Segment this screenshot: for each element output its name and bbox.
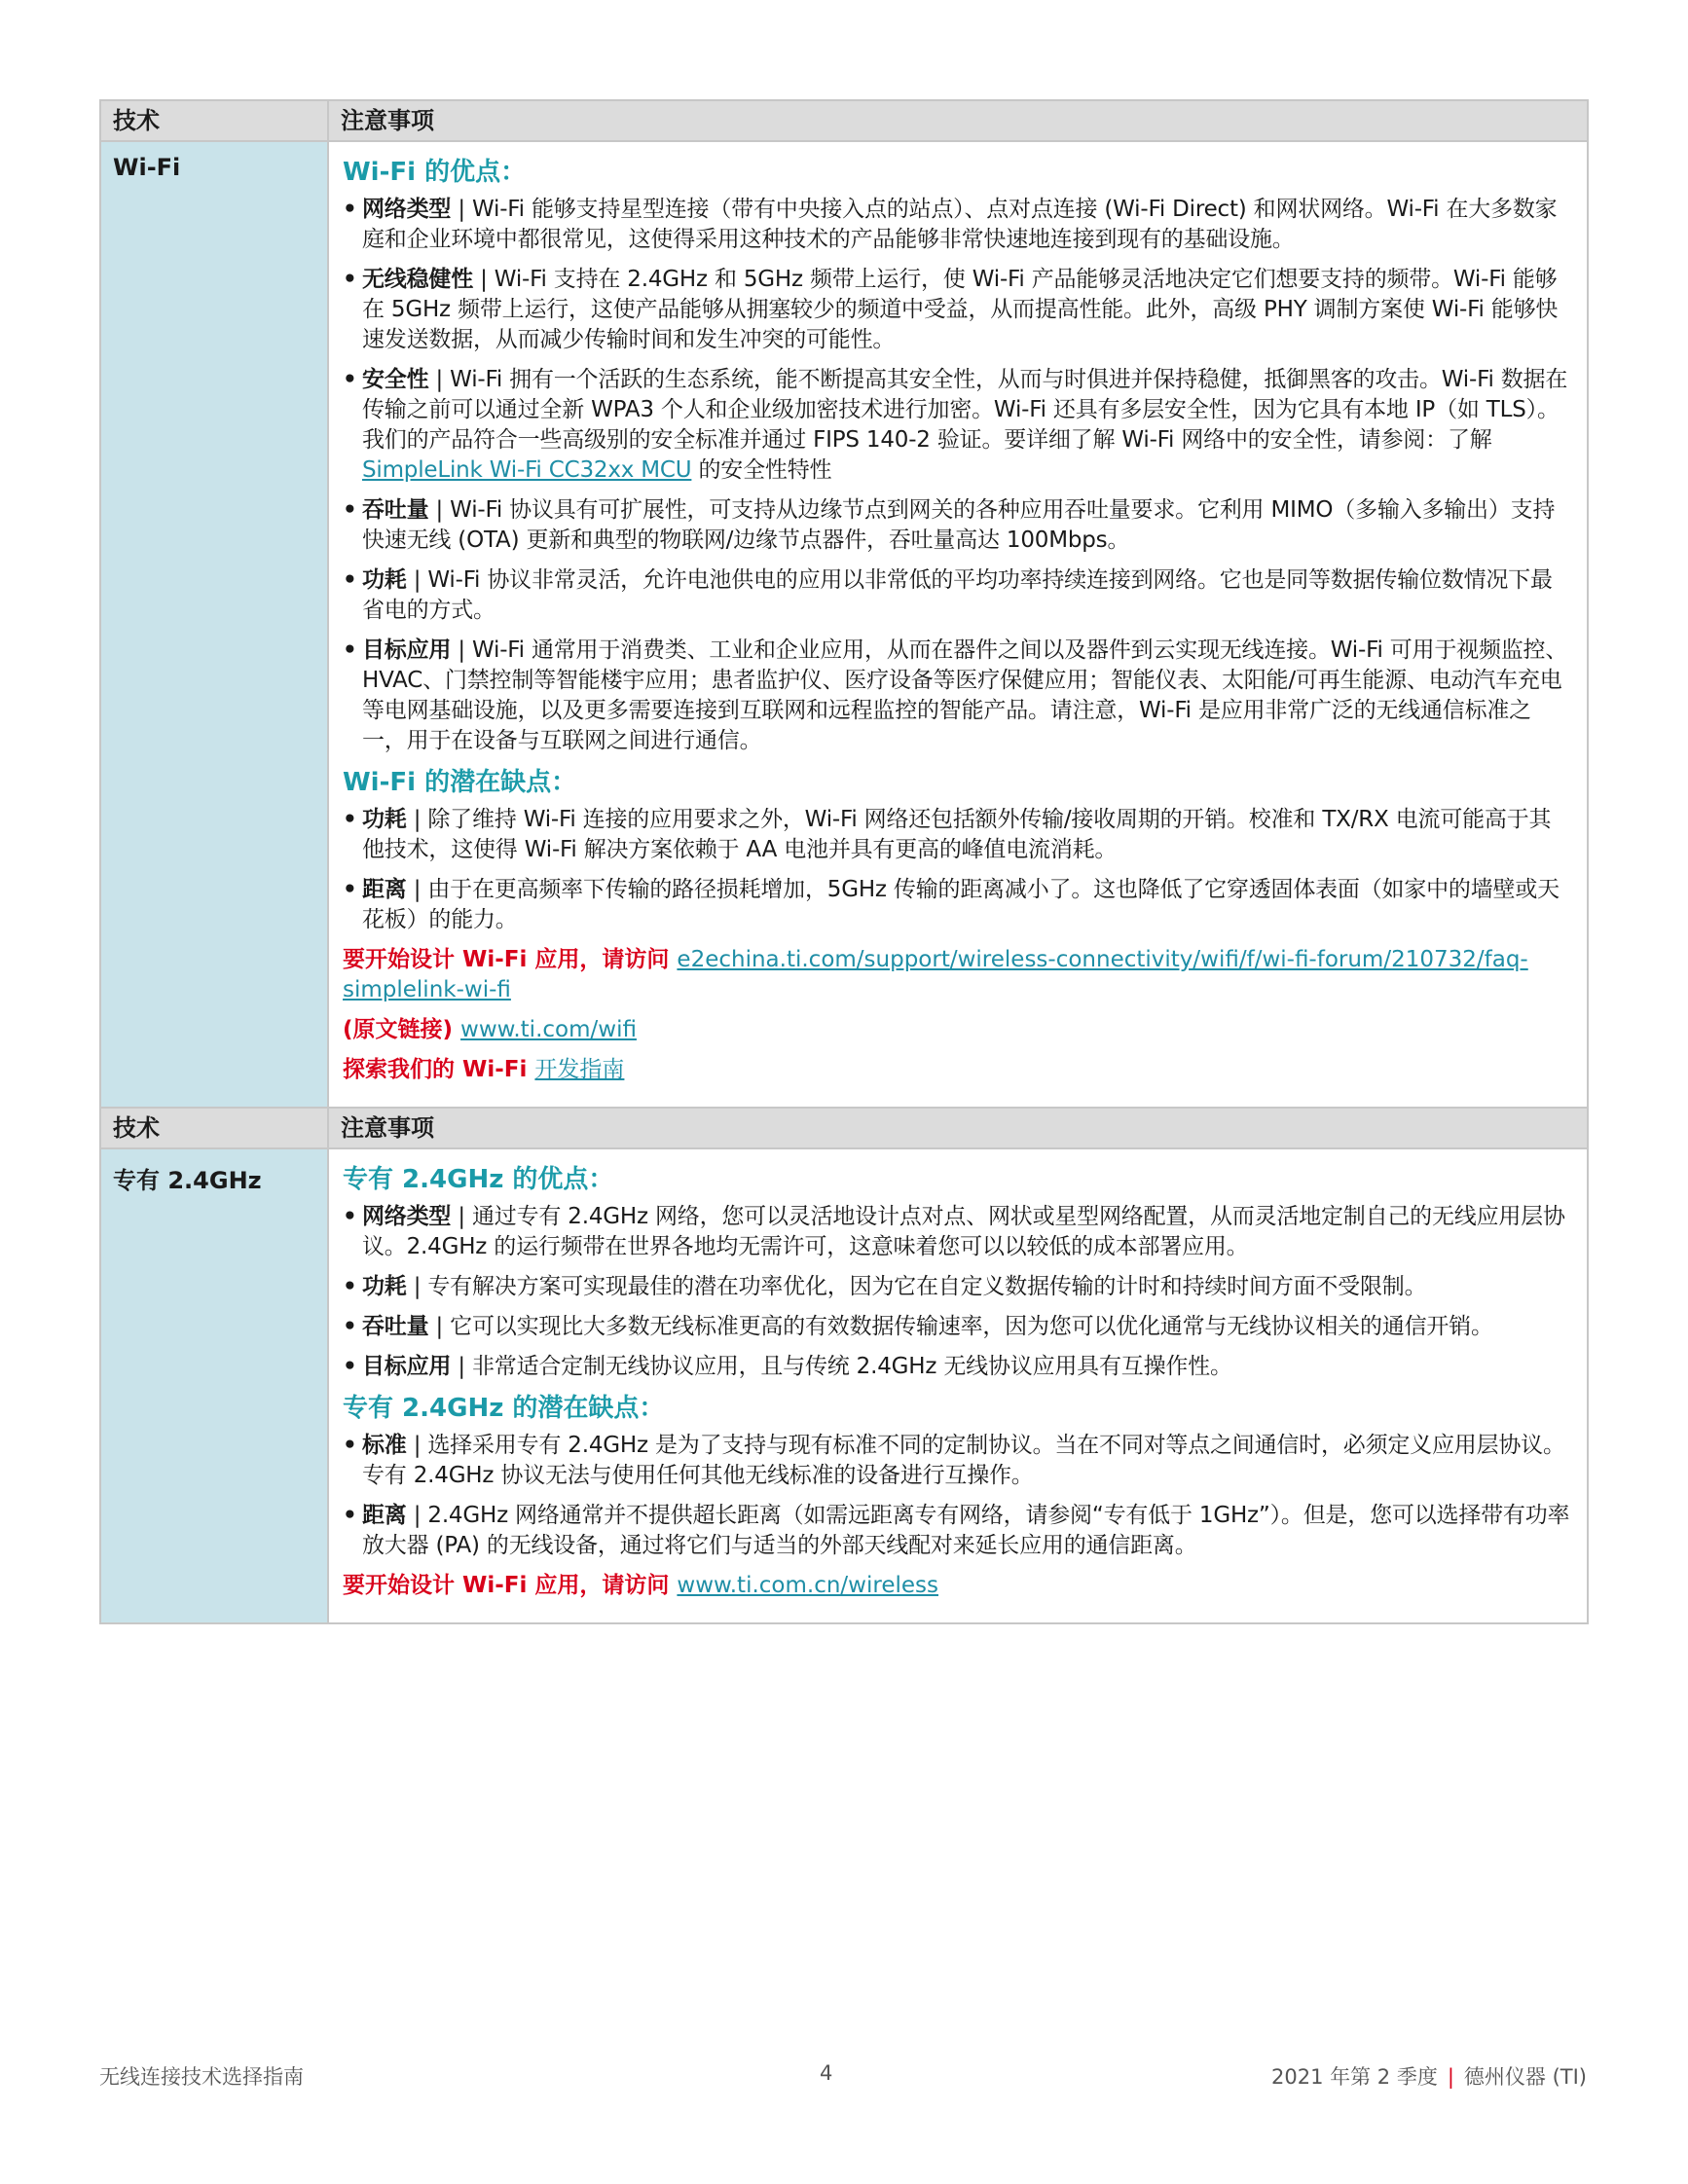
list-item: • 网络类型 | 通过专有 2.4GHz 网络，您可以灵活地设计点对点、网状或星型网络配置，从而灵活地定制自己的无线应用层协议。2.4GHz 的运行频带在世界各地均无需许可，这意味着您可以以较低的成本部署应用。 [343, 1204, 1565, 1259]
wifi-row [100, 141, 1588, 1108]
footer-right [1271, 2061, 1587, 2091]
item-term: 吞吐量 [362, 1314, 429, 1339]
item-text: | 通过专有 2.4GHz 网络，您可以灵活地设计点对点、网状或星型网络配置，从而灵活地定制自己的无线应用层协议。2.4GHz 的运行频带在世界各地均无需许可，这意味着您可以以较低的成本部署应用。 [362, 1204, 1565, 1259]
footer-title: 无线连接技术选择指南 [99, 2065, 304, 2089]
item-term: 标准 [362, 1433, 407, 1458]
list-item: • 安全性 | Wi-Fi 拥有一个活跃的生态系统，能不断提高其安全性，从而与时俱进并保持稳健，抵御黑客的攻击。Wi-Fi 数据在传输之前可以通过全新 WPA3 个人和企业级加密技术进行加密。Wi-Fi 还具有多层安全性，因为它具有本地 IP（如 TLS）。我们的产品符合一些高级别的安全标准并通过 FIPS 140-2 验证。要详细了解 Wi-Fi 网络中的安全性，请参阅：了解 SimpleLink Wi-Fi CC32xx MCU 的安全性特性 [343, 367, 1568, 483]
ti-wireless-link[interactable]: www.ti.com.cn/wireless [677, 1573, 938, 1598]
dev-guide-link[interactable]: 开发指南 [534, 1057, 625, 1082]
wifi-explore-line [343, 1055, 1571, 1085]
footer-separator: | [1447, 2065, 1454, 2089]
wifi-orig-line [343, 1015, 1571, 1045]
start-label: 要开始设计 Wi-Fi 应用，请访问 [343, 1573, 678, 1598]
item-term: 目标应用 [362, 637, 452, 663]
prop-cons-list [343, 1431, 1571, 1561]
item-term: 网络类型 [362, 197, 452, 222]
proprietary-notes-cell [328, 1148, 1588, 1623]
list-item: • 功耗 | 除了维持 Wi-Fi 连接的应用要求之外，Wi-Fi 网络还包括额外传输/接收周期的开销。校准和 TX/RX 电流可能高于其他技术，这使得 Wi-Fi 解决方案依赖于 AA 电池并具有更高的峰值电流消耗。 [343, 807, 1552, 862]
prop-cons-title: 专有 2.4GHz 的潜在缺点： [343, 1394, 665, 1423]
item-term: 安全性 [362, 367, 429, 392]
item-text: | Wi-Fi 能够支持星型连接（带有中央接入点的站点）、点对点连接 (Wi-Fi Direct) 和网状网络。Wi-Fi 在大多数家庭和企业环境中都很常见，这使得采用这种技术的产品能够非常快速地连接到现有的基础设施。 [362, 197, 1558, 252]
item-text: | 它可以实现比大多数无线标准更高的有效数据传输速率，因为您可以优化通常与无线协议相关的通信开销。 [428, 1314, 1493, 1339]
list-item: • 距离 | 由于在更高频率下传输的路径损耗增加，5GHz 传输的距离减小了。这也降低了它穿透固体表面（如家中的墙壁或天花板）的能力。 [343, 877, 1560, 932]
item-text: | Wi-Fi 支持在 2.4GHz 和 5GHz 频带上运行，使 Wi-Fi 产品能够灵活地决定它们想要支持的频带。Wi-Fi 能够在 5GHz 频带上运行，这使产品能够从拥塞较少的频道中受益，从而提高性能。此外，高级 PHY 调制方案使 Wi-Fi 能够快速发送数据，从而减少传输时间和发生冲突的可能性。 [362, 267, 1559, 352]
e2e-forum-link[interactable]: e2echina.ti.com/support/wireless-connectivity/wifi/f/wi-fi-forum/210732/faq-simplelink-wi-fi [343, 947, 1528, 1002]
list-item: • 标准 | 选择采用专有 2.4GHz 是为了支持与现有标准不同的定制协议。当在不同对等点之间通信时，必须定义应用层协议。专有 2.4GHz 协议无法与使用任何其他无线标准的设备进行互操作。 [343, 1433, 1565, 1488]
list-item: • 距离 | 2.4GHz 网络通常并不提供超长距离（如需远距离专有网络，请参阅“专有低于 1GHz”）。但是，您可以选择带有功率放大器 (PA) 的无线设备，通过将它们与适当的外部天线配对来延长应用的通信距离。 [343, 1503, 1570, 1558]
header-tech: 技术 [100, 100, 328, 141]
list-item: • 功耗 | 专有解决方案可实现最佳的潜在功率优化，因为它在自定义数据传输的计时和持续时间方面不受限制。 [343, 1274, 1427, 1299]
ti-wifi-link[interactable]: www.ti.com/wifi [460, 1017, 637, 1042]
item-text: | Wi-Fi 通常用于消费类、工业和企业应用，从而在器件之间以及器件到云实现无线连接。Wi-Fi 可用于视频监控、HVAC、门禁控制等智能楼宇应用；患者监护仪、医疗设备等医疗保健应用；智能仪表、太阳能/可再生能源、电动汽车充电等电网基础设施，以及更多需要连接到互联网和远程监控的智能产品。请注意，Wi-Fi 是应用非常广泛的无线通信标准之一，用于在设备与互联网之间进行通信。 [362, 637, 1568, 753]
item-text: | 2.4GHz 网络通常并不提供超长距离（如需远距离专有网络，请参阅“专有低于 1GHz”）。但是，您可以选择带有功率放大器 (PA) 的无线设备，通过将它们与适当的外部天线配对来延长应用的通信距离。 [362, 1503, 1570, 1558]
list-item: • 吞吐量 | 它可以实现比大多数无线标准更高的有效数据传输速率，因为您可以优化通常与无线协议相关的通信开销。 [343, 1314, 1493, 1339]
item-term: 目标应用 [362, 1354, 452, 1379]
table-header-2 [100, 1108, 1588, 1148]
prop-pros-title: 专有 2.4GHz 的优点： [343, 1165, 614, 1194]
item-term: 无线稳健性 [362, 267, 474, 292]
list-item: • 网络类型 | Wi-Fi 能够支持星型连接（带有中央接入点的站点）、点对点连接 (Wi-Fi Direct) 和网状网络。Wi-Fi 在大多数家庭和企业环境中都很常见，这使得采用这种技术的产品能够非常快速地连接到现有的基础设施。 [343, 197, 1558, 252]
item-term: 功耗 [362, 807, 407, 832]
start-label: 要开始设计 Wi-Fi 应用，请访问 [343, 947, 678, 972]
item-text: | 由于在更高频率下传输的路径损耗增加，5GHz 传输的距离减小了。这也降低了它穿透固体表面（如家中的墙壁或天花板）的能力。 [362, 877, 1560, 932]
header-tech: 技术 [100, 1108, 328, 1148]
wifi-notes-cell [328, 141, 1588, 1108]
cc32xx-link[interactable]: SimpleLink Wi-Fi CC32xx MCU [362, 457, 692, 483]
item-term: 网络类型 [362, 1204, 452, 1229]
wifi-tech-cell: Wi-Fi [100, 141, 328, 1108]
proprietary-tech-cell: 专有 2.4GHz [100, 1148, 328, 1623]
wifi-pros-list [343, 195, 1571, 756]
footer-date: 2021 年第 2 季度 [1270, 2065, 1438, 2089]
wifi-cons-list [343, 805, 1571, 935]
item-text: | Wi-Fi 协议具有可扩展性，可支持从边缘节点到网关的各种应用吞吐量要求。它利用 MIMO（多输入多输出）支持快速无线 (OTA) 更新和典型的物联网/边缘节点器件，吞吐量高达 100Mbps。 [362, 497, 1556, 553]
orig-label: (原文链接) [343, 1017, 461, 1042]
list-item: • 功耗 | Wi-Fi 协议非常灵活，允许电池供电的应用以非常低的平均功率持续连接到网络。它也是同等数据传输位数情况下最省电的方式。 [343, 567, 1553, 623]
technology-table [99, 99, 1589, 1624]
proprietary-row [100, 1148, 1588, 1623]
list-item: • 目标应用 | Wi-Fi 通常用于消费类、工业和企业应用，从而在器件之间以及器件到云实现无线连接。Wi-Fi 可用于视频监控、HVAC、门禁控制等智能楼宇应用；患者监护仪、医疗设备等医疗保健应用；智能仪表、太阳能/可再生能源、电动汽车充电等电网基础设施，以及更多需要连接到互联网和远程监控的智能产品。请注意，Wi-Fi 是应用非常广泛的无线通信标准之一，用于在设备与互联网之间进行通信。 [343, 637, 1568, 753]
item-text: | 专有解决方案可实现最佳的潜在功率优化，因为它在自定义数据传输的计时和持续时间方面不受限制。 [406, 1274, 1427, 1299]
item-term: 距离 [362, 1503, 407, 1528]
item-text: | Wi-Fi 协议非常灵活，允许电池供电的应用以非常低的平均功率持续连接到网络。它也是同等数据传输位数情况下最省电的方式。 [362, 567, 1553, 623]
footer-company: 德州仪器 (TI) [1463, 2065, 1587, 2089]
prop-pros-list [343, 1202, 1571, 1382]
wifi-cons-title: Wi-Fi 的潜在缺点： [343, 768, 577, 797]
wifi-start-line [343, 945, 1571, 1005]
item-text: | 除了维持 Wi-Fi 连接的应用要求之外，Wi-Fi 网络还包括额外传输/接收周期的开销。校准和 TX/RX 电流可能高于其他技术，这使得 Wi-Fi 解决方案依赖于 AA 电池并具有更高的峰值电流消耗。 [362, 807, 1552, 862]
item-term: 功耗 [362, 567, 407, 593]
item-text: | Wi-Fi 拥有一个活跃的生态系统，能不断提高其安全性，从而与时俱进并保持稳健，抵御黑客的攻击。Wi-Fi 数据在传输之前可以通过全新 WPA3 个人和企业级加密技术进行加密。Wi-Fi 还具有多层安全性，因为它具有本地 IP（如 TLS）。我们的产品符合一些高级别的安全标准并通过 FIPS 140-2 验证。要详细了解 Wi-Fi 网络中的安全性，请参阅：了解 [362, 367, 1568, 453]
item-text: | 非常适合定制无线协议应用，且与传统 2.4GHz 无线协议应用具有互操作性。 [451, 1354, 1232, 1379]
wifi-pros-title: Wi-Fi 的优点： [343, 158, 527, 187]
item-term: 吞吐量 [362, 497, 429, 523]
list-item: • 无线稳健性 | Wi-Fi 支持在 2.4GHz 和 5GHz 频带上运行，使 Wi-Fi 产品能够灵活地决定它们想要支持的频带。Wi-Fi 能够在 5GHz 频带上运行，这使产品能够从拥塞较少的频道中受益，从而提高性能。此外，高级 PHY 调制方案使 Wi-Fi 能够快速发送数据，从而减少传输时间和发生冲突的可能性。 [343, 267, 1559, 352]
list-item: • 吞吐量 | Wi-Fi 协议具有可扩展性，可支持从边缘节点到网关的各种应用吞吐量要求。它利用 MIMO（多输入多输出）支持快速无线 (OTA) 更新和典型的物联网/边缘节点器件，吞吐量高达 100Mbps。 [343, 497, 1556, 553]
item-text-after: 的安全性特性 [691, 457, 832, 483]
header-notes: 注意事项 [328, 100, 1588, 141]
item-text: | 选择采用专有 2.4GHz 是为了支持与现有标准不同的定制协议。当在不同对等点之间通信时，必须定义应用层协议。专有 2.4GHz 协议无法与使用任何其他无线标准的设备进行互操作。 [362, 1433, 1565, 1488]
item-term: 距离 [362, 877, 407, 902]
explore-label: 探索我们的 Wi-Fi [343, 1057, 535, 1082]
table-header [100, 100, 1588, 141]
prop-start-line [343, 1571, 1571, 1601]
item-term: 功耗 [362, 1274, 407, 1299]
page-number: 4 [820, 2061, 833, 2085]
list-item: • 目标应用 | 非常适合定制无线协议应用，且与传统 2.4GHz 无线协议应用具有互操作性。 [343, 1354, 1232, 1379]
header-notes: 注意事项 [328, 1108, 1588, 1148]
